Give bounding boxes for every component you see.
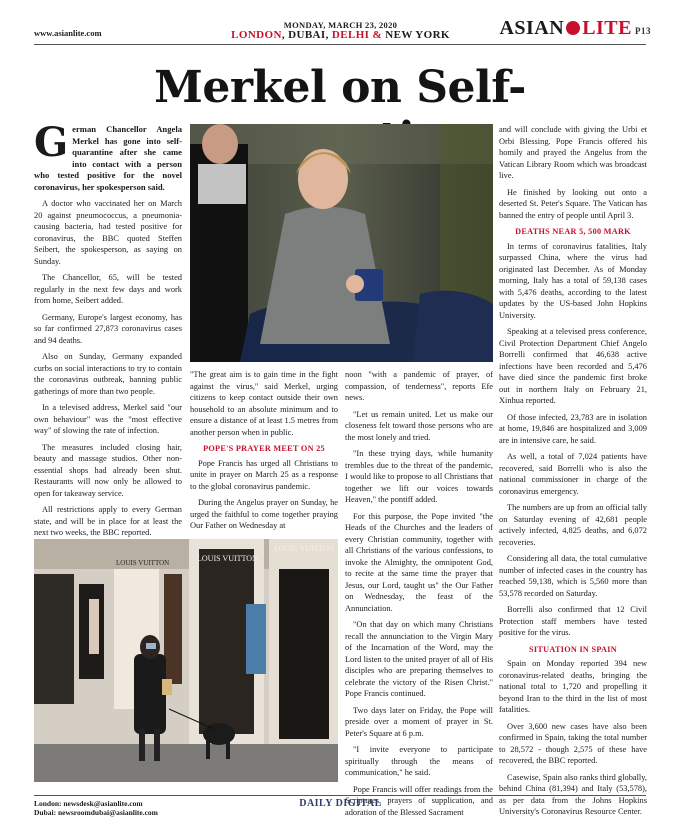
paragraph: As well, a total of 7,024 patients have recovered, said Borrelli who is also the national commissioner in charge of the coronavirus emergency. (499, 452, 647, 496)
paragraph: The numbers are up from an official tally on Saturday evening of 42,681 people actively infected, 4,825 deaths, and 6,072 recoveries. (499, 503, 647, 547)
paragraph: noon "with a pandemic of prayer, of compassion, of tenderness", reports Efe news. (345, 370, 493, 402)
paragraph: During the Angelus prayer on Sunday, he urged the faithful to come together praying Our Father on Wednesday at (190, 498, 338, 530)
store-sign-2: LOUIS VUITTON (274, 544, 335, 553)
paragraph: "In these trying days, while humanity trembles due to the threat of the pandemic, I would like to propose to all Christians that together we lift our voices towards Heaven," the pontiff added. (345, 449, 493, 504)
paragraph: In terms of coronavirus fatalities, Italy surpassed China, where the virus had originated last December. As of Monday morning, Italy has a total of 59,138 cases with 5,476 deaths, according to the latest updates by the US-based John Hopkins University. (499, 241, 647, 320)
masthead-rule (34, 44, 646, 45)
article-column-2 (190, 369, 338, 537)
dropcap: G (34, 119, 69, 166)
paragraph: Also on Sunday, Germany expanded curbs on social interactions to try to contain the coronavirus outbreak, banning public gatherings of more than two people. (34, 352, 182, 396)
paragraph: Pope Francis will offer readings from the Scriptures, prayers of supplication, and adoration of the Blessed Sacrament (345, 784, 493, 817)
footer-brand: DAILY DIGITAL (299, 798, 382, 809)
paragraph: All restrictions apply to every German state, and will be in place for at least the next two weeks, the BBC reported. (34, 505, 182, 537)
article-column-4 (499, 124, 647, 823)
article-column-3 (345, 369, 493, 823)
footer-rule (34, 795, 646, 796)
paragraph: Spain on Monday reported 394 new coronavirus-related deaths, bringing the national total to 1,720 and propelling it beyond Iran to the third in the list of most fatalities. (499, 659, 647, 714)
paragraph: In a televised address, Merkel said "our own behaviour" was the "most effective way" of slowing the rate of infection. (34, 403, 182, 435)
paragraph: Pope Francis has urged all Christians to unite in prayer on March 25 as a response to the global coronavirus pandemic. (190, 458, 338, 491)
paragraph: He finished by looking out onto a deserted St. Peter's Square. The Vatican has banned the entry of people until April 3. (499, 187, 647, 220)
store-sign-1: LOUIS VUITTON (197, 554, 258, 563)
paragraph: Borrelli also confirmed that 12 Civil Protection staff members have tested positive for the virus. (499, 605, 647, 637)
headline: Merkel on Self- (154, 62, 526, 113)
paragraph: "I invite everyone to participate spiritually through the means of communication," he said. (345, 745, 493, 777)
paragraph: Germany, Europe's largest economy, has so far confirmed 27,873 coronavirus cases and 94 deaths. (34, 312, 182, 345)
city-new-york: NEW YORK (385, 29, 450, 41)
store-sign-3: LOUIS VUITTON (116, 559, 170, 567)
paragraph: Speaking at a televised press conference, Civil Protection Department Chief Angelo Borrelli confirmed that 46,638 active infections have been recorded and 5,476 have died since the pandemic first broke out in northern Italy on February 21, Xinhua reported. (499, 327, 647, 405)
subhead-popes-prayer: POPE'S PRAYER MEET ON 25 (203, 444, 325, 453)
city-ampersand: & (372, 29, 383, 41)
paragraph: "On that day on which many Christians recall the annunciation to the Virgin Mary of the Incarnation of the Word, may the Lord listen to the united prayer of all of His disciples who are preparing themselves to celebrate the victory of the Risen Christ." Pope Francis continued. (345, 620, 493, 698)
paragraph: Casewise, Spain also ranks third globally, behind China (81,394) and Italy (53,578), as per data from the Johns Hopkins University's Coronavirus Resource Center. (499, 772, 647, 816)
paragraph: and will conclude with giving the Urbi et Orbi Blessing. Pope Francis offered his homily and prayed the Angelus from the Vatican Library Room which was broadcast live. (499, 125, 647, 180)
paragraph: Considering all data, the total cumulative number of infected cases in the country has reached 59,138, which is 5,560 more than 53,578 recorded on Saturday. (499, 554, 647, 598)
paragraph: For this purpose, the Pope invited "the Heads of the Churches and the leaders of every Christian community, together with all Christians of the various confessions, to invoke the Almighty, the omnipotent God, to recite at the same time the prayer that Jesus, our Lord, taught us" the Our Father on Wednesday, the feast of the Annunciation. (345, 511, 493, 613)
paragraph: The Chancellor, 65, will be tested regularly in the next few days and work from home, Seibert added. (34, 273, 182, 305)
street-photo (34, 539, 338, 782)
paragraph: Two days later on Friday, the Pope will preside over a moment of prayer in St. Peter's Square at 6 p.m. (345, 705, 493, 738)
paragraph: A doctor who vaccinated her on March 20 against pneumococcus, a pneumonia-causing bacteria, had tested positive for coronavirus, the BBC quoted Steffen Seibert, the spokesperson, as saying on Sunday. (34, 199, 182, 266)
paragraph: Of those infected, 23,783 are in isolation at home, 19,846 are hospitalized and 3,009 are in intensive care, he said. (499, 412, 647, 445)
city-delhi: DELHI (331, 29, 370, 41)
page-number: P13 (635, 26, 651, 36)
paragraph: "Let us remain united. Let us make our closeness felt toward those persons who are the most lonely and tried. (345, 409, 493, 442)
paragraph: The measures included closing hair, beauty and massage studios. Other non-essential shops had already been shut. Restaurants will now only be allowed to open for takeaway service. (34, 442, 182, 498)
paragraph: "The great aim is to gain time in the fight against the virus," said Merkel, urging citizens to keep contact outside their own household to an absolute minimum and to ensure a distance of at least 1.5 metres from another person when in public. (190, 370, 338, 437)
article-column-1 (34, 119, 182, 544)
edition-cities: LONDON, DUBAI, DELHI & NEW YORK (231, 29, 450, 41)
city-dubai: DUBAI (288, 29, 326, 41)
lead-paragraph: German Chancellor Angela Merkel has gone into self-quarantine after she came into contact with a person who tested positive for the novel coronavirus, her spokesperson said. (34, 119, 182, 192)
issue-date: MONDAY, MARCH 23, 2020 (283, 20, 398, 30)
subhead-deaths: DEATHS NEAR 5, 500 MARK (515, 227, 631, 236)
subhead-spain: SITUATION IN SPAIN (529, 644, 617, 654)
merkel-photo (190, 124, 493, 362)
site-url[interactable]: www.asianlite.com (34, 28, 102, 38)
city-london: LONDON (231, 29, 282, 41)
contact-dubai[interactable]: Dubai: newsroomdubai@asianlite.com (34, 808, 158, 817)
contact-london[interactable]: London: newsdesk@asianlite.com (34, 799, 143, 808)
logo-globe-icon (566, 21, 580, 35)
paragraph: Over 3,600 new cases have also been confirmed in Spain, taking the total number to 28,572 - though 2,575 of these have recovered, the BBC reported. (499, 721, 647, 765)
asianlite-logo[interactable]: ASIAN LITE P13 (499, 17, 651, 39)
